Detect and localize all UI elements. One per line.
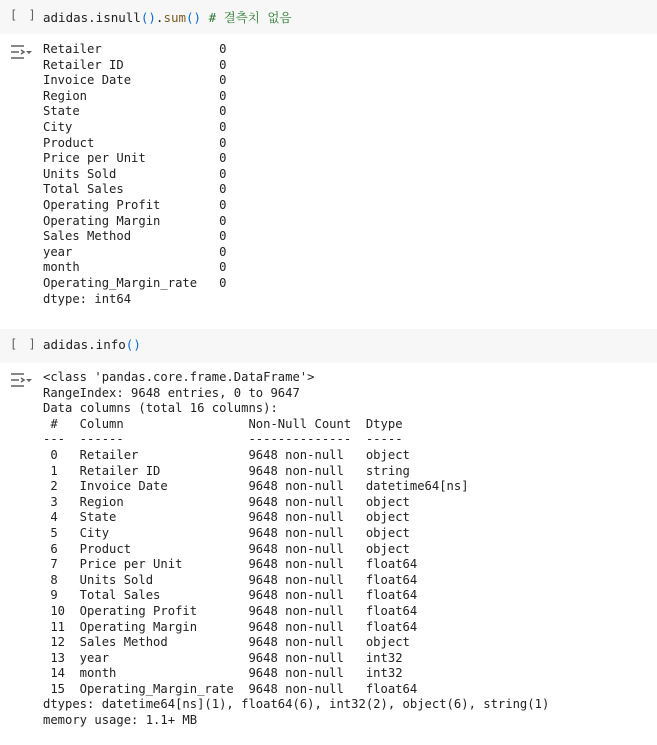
output-line: dtype: int64	[43, 291, 132, 306]
code-paren: ()	[125, 337, 141, 352]
output-line: Operating Profit 0	[43, 197, 227, 212]
code-cell-1[interactable]	[0, 0, 657, 34]
output-line: dtypes: datetime64[ns](1), float64(6), int32(2), object(6), string(1)	[43, 697, 550, 712]
output-line: 15 Operating_Margin_rate 9648 non-null float64	[43, 681, 418, 696]
output-line: year 0	[43, 244, 227, 259]
output-line: month 0	[43, 260, 227, 275]
output-line: 13 year 9648 non-null int32	[43, 650, 403, 665]
code-paren: ()	[186, 10, 202, 25]
output-line: City 0	[43, 119, 227, 134]
output-line: memory usage: 1.1+ MB	[43, 713, 198, 728]
code-dot: .	[155, 10, 164, 25]
output-line: Price per Unit 0	[43, 151, 227, 166]
output-line: Product 0	[43, 135, 227, 150]
code-cell-2[interactable]	[0, 329, 657, 363]
code-object: adidas.info	[43, 337, 126, 352]
cell-1-output	[43, 42, 226, 307]
output-line: --- ------ -------------- -----	[43, 432, 403, 447]
output-line: # Column Non-Null Count Dtype	[43, 416, 403, 431]
output-line: 4 State 9648 non-null object	[43, 510, 410, 525]
output-line: 9 Total Sales 9648 non-null float64	[43, 588, 418, 603]
output-line: <class 'pandas.core.frame.DataFrame'>	[43, 370, 315, 384]
output-line: 1 Retailer ID 9648 non-null string	[43, 463, 410, 478]
output-line: Total Sales 0	[43, 182, 227, 197]
code-cell-1-source[interactable]	[43, 8, 292, 26]
output-line: Operating_Margin_rate 0	[43, 275, 227, 290]
output-line: 11 Operating Margin 9648 non-null float64	[43, 619, 418, 634]
code-paren: ()	[140, 10, 156, 25]
output-line: Retailer 0	[43, 42, 227, 56]
output-line: 3 Region 9648 non-null object	[43, 494, 410, 509]
run-cell-2-button[interactable]: [ ]	[10, 337, 38, 351]
output-toggle-icon[interactable]	[10, 43, 32, 61]
code-function: sum	[163, 10, 187, 25]
output-line: RangeIndex: 9648 entries, 0 to 9647	[43, 385, 300, 400]
output-line: 2 Invoice Date 9648 non-null datetime64[ns]	[43, 479, 469, 494]
output-line: Data columns (total 16 columns):	[43, 401, 278, 416]
cell-2-output	[43, 370, 549, 729]
output-line: 12 Sales Method 9648 non-null object	[43, 635, 410, 650]
code-object: adidas.isnull	[43, 10, 141, 25]
output-line: Sales Method 0	[43, 229, 227, 244]
output-line: 7 Price per Unit 9648 non-null float64	[43, 557, 418, 572]
output-line: Region 0	[43, 88, 227, 103]
output-line: 0 Retailer 9648 non-null object	[43, 447, 410, 462]
output-line: 10 Operating Profit 9648 non-null float64	[43, 603, 418, 618]
output-line: Invoice Date 0	[43, 73, 227, 88]
code-cell-2-source[interactable]	[43, 337, 141, 352]
output-line: 6 Product 9648 non-null object	[43, 541, 410, 556]
code-comment: # 결측치 없음	[201, 10, 292, 25]
output-line: 8 Units Sold 9648 non-null float64	[43, 572, 418, 587]
output-line: 5 City 9648 non-null object	[43, 525, 410, 540]
output-line: State 0	[43, 104, 227, 119]
output-toggle-icon[interactable]	[10, 371, 32, 389]
output-line: Units Sold 0	[43, 166, 227, 181]
output-line: Operating Margin 0	[43, 213, 227, 228]
output-line: 14 month 9648 non-null int32	[43, 666, 403, 681]
run-cell-1-button[interactable]: [ ]	[10, 8, 38, 22]
output-line: Retailer ID 0	[43, 57, 227, 72]
